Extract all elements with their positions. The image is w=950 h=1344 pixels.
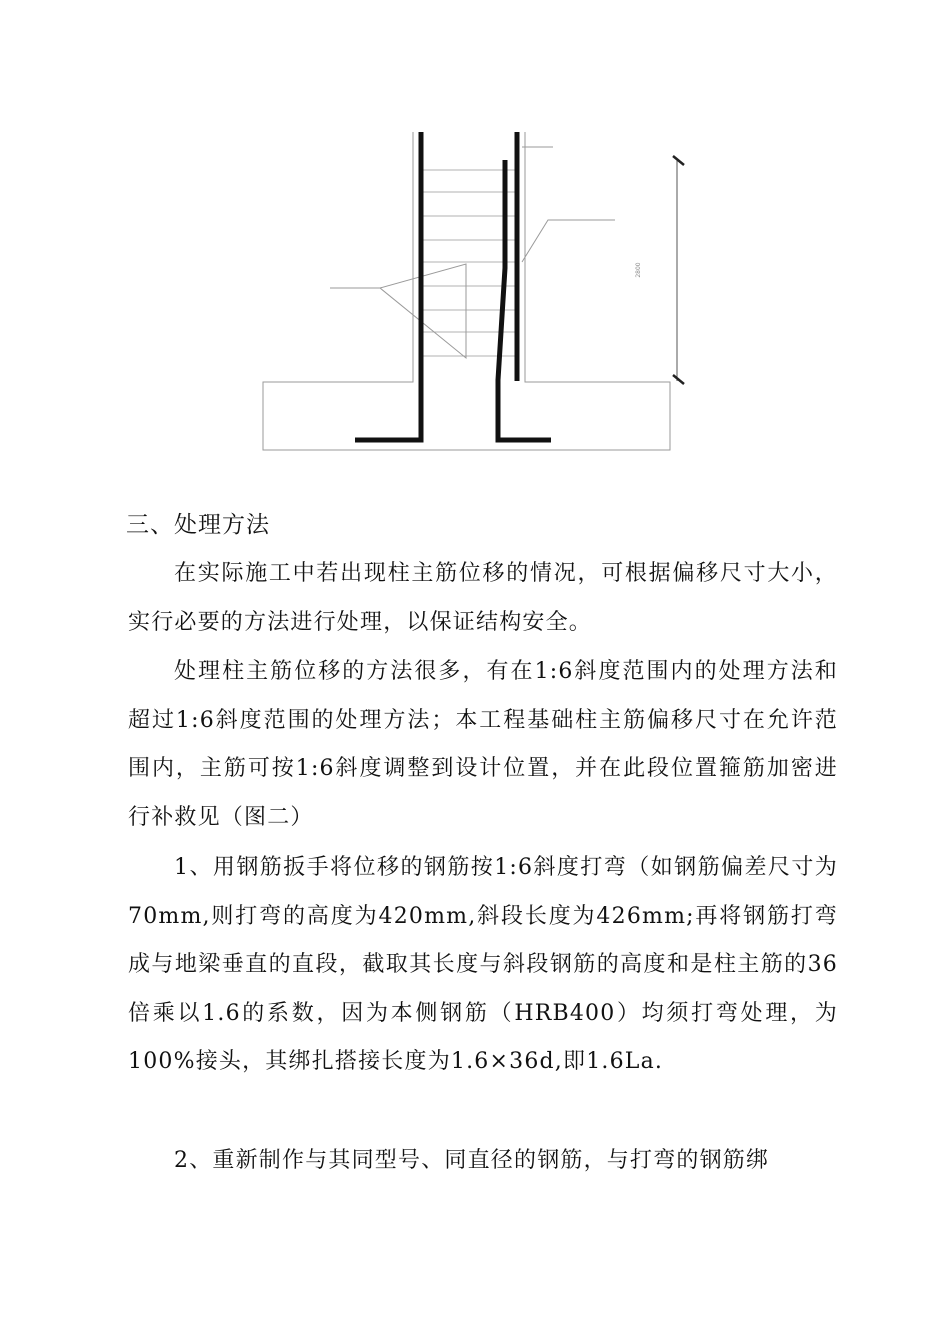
- paragraph-1: 在实际施工中若出现柱主筋位移的情况，可根据偏移尺寸大小，实行必要的方法进行处理，以保证结构安全。: [128, 561, 838, 635]
- paragraph-3: 1、用钢筋扳手将位移的钢筋按1:6斜度打弯（如钢筋偏差尺寸为70mm,则打弯的高度为420mm,斜段长度为426mm;再将钢筋打弯成与地梁垂直的直段，截取其长度与斜段钢筋的高度和是柱主筋的36倍乘以1.6的系数，因为本侧钢筋（HRB400）均须打弯处理，为100%接头，其绑扎搭接长度为1.6×36d,即1.6La.: [128, 855, 838, 1074]
- dimension-label: 2800: [635, 262, 642, 278]
- rebar-offset-diagram: [0, 0, 950, 480]
- section-title: 三、处理方法: [126, 512, 270, 538]
- paragraph-4: 2、重新制作与其同型号、同直径的钢筋，与打弯的钢筋绑: [174, 1148, 770, 1173]
- dimension-line: [673, 156, 684, 384]
- paragraph-2: 处理柱主筋位移的方法很多，有在1:6斜度范围内的处理方法和超过1:6斜度范围的处理方法；本工程基础柱主筋偏移尺寸在允许范围内，主筋可按1:6斜度调整到设计位置，并在此段位置箍筋加密进行补救见（图二）: [128, 659, 838, 830]
- leader-lines: [330, 147, 615, 358]
